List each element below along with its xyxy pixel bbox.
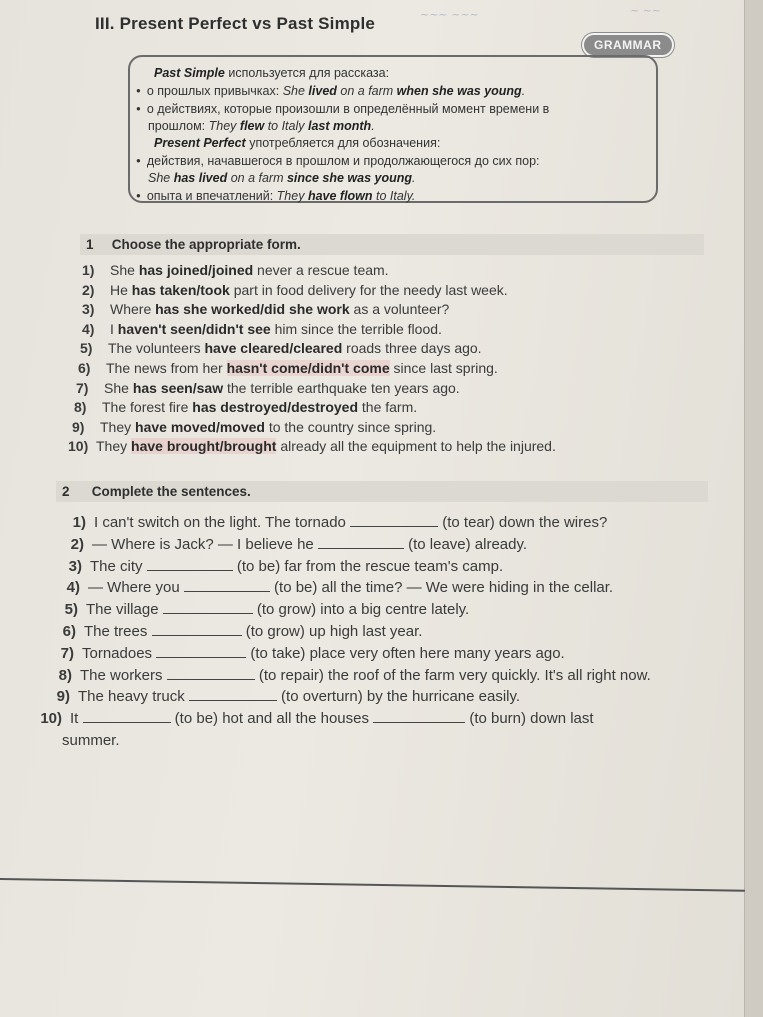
item-text: The volunteers bbox=[108, 340, 205, 357]
item-text: The trees bbox=[84, 622, 152, 640]
item-text: Tornadoes bbox=[82, 644, 157, 662]
rule-line: She has lived on a farm since she was young. bbox=[148, 171, 416, 185]
answer-blank[interactable] bbox=[167, 665, 255, 680]
answer-options: haven't seen/didn't see bbox=[117, 320, 271, 337]
item-continuation: summer. bbox=[62, 731, 120, 749]
item-text: The workers bbox=[80, 666, 167, 684]
answer-options: has joined/joined bbox=[138, 262, 254, 278]
item-text: (to leave) already. bbox=[403, 535, 528, 553]
item-text: the farm. bbox=[358, 399, 418, 416]
item-number: 8) bbox=[74, 399, 87, 416]
item-text: (to grow) into a big centre lately. bbox=[252, 601, 470, 619]
item-text: I can't switch on the light. The tornado bbox=[94, 514, 351, 531]
answer-blank[interactable] bbox=[350, 512, 438, 527]
item-number: 8) bbox=[58, 666, 72, 684]
answer-options: has destroyed/destroyed bbox=[192, 399, 358, 416]
list-item bbox=[52, 512, 728, 534]
answer-blank[interactable] bbox=[163, 599, 253, 614]
answer-options: hasn't come/didn't come bbox=[226, 359, 390, 376]
answer-blank[interactable] bbox=[184, 577, 270, 592]
item-number: 5) bbox=[80, 340, 93, 357]
list-item bbox=[42, 621, 728, 643]
list-item bbox=[28, 708, 728, 730]
item-text: to the country since spring. bbox=[264, 418, 437, 435]
list-item bbox=[38, 665, 728, 687]
answer-options: has she worked/did she work bbox=[155, 301, 350, 318]
item-number: 2) bbox=[70, 535, 84, 553]
item-text: him since the terrible flood. bbox=[270, 320, 442, 337]
item-text: They bbox=[96, 438, 132, 455]
exercise-title: Choose the appropriate form. bbox=[111, 237, 301, 252]
item-number: 1) bbox=[72, 514, 86, 531]
list-item bbox=[74, 398, 702, 418]
answer-options: have brought/brought bbox=[131, 438, 277, 455]
item-text: (to be) all the time? — We were hiding in the cellar. bbox=[269, 579, 614, 597]
answer-options: has seen/saw bbox=[132, 379, 224, 396]
item-text: She bbox=[110, 262, 139, 278]
item-number: 7) bbox=[76, 379, 89, 396]
rule-line: Past Simple используется для рассказа: bbox=[154, 66, 390, 80]
grammar-badge: GRAMMAR bbox=[582, 33, 674, 57]
answer-blank[interactable] bbox=[147, 556, 233, 571]
item-text: (to take) place very often here many years ago. bbox=[246, 644, 565, 662]
list-item bbox=[72, 418, 702, 438]
item-text: since last spring. bbox=[389, 359, 498, 376]
rule-line: прошлом: They flew to Italy last month. bbox=[148, 119, 375, 133]
item-number: 4) bbox=[82, 320, 95, 337]
list-item bbox=[44, 599, 728, 621]
item-text: (to overturn) by the hurricane easily. bbox=[276, 688, 521, 706]
list-item bbox=[78, 359, 702, 379]
answer-blank[interactable] bbox=[156, 643, 246, 658]
item-number: 6) bbox=[62, 622, 76, 640]
item-text: The village bbox=[86, 601, 163, 619]
answer-blank[interactable] bbox=[83, 708, 171, 723]
list-item bbox=[82, 281, 702, 301]
exercise-2-heading bbox=[56, 481, 708, 502]
answer-options: has taken/took bbox=[131, 281, 230, 298]
item-text: (to burn) down last bbox=[465, 710, 594, 728]
item-text: the terrible earthquake ten years ago. bbox=[223, 379, 460, 396]
rule-line: ● действия, начавшегося в прошлом и продолжающегося до сих пор: bbox=[148, 152, 644, 170]
item-text: The city bbox=[90, 557, 147, 575]
answer-options: have moved/moved bbox=[135, 418, 265, 435]
item-text: (to repair) the roof of the farm very quickly. It's all right now. bbox=[254, 666, 651, 684]
item-text: The news from her bbox=[106, 359, 227, 376]
list-item bbox=[76, 379, 702, 399]
list-item bbox=[46, 577, 728, 599]
item-text: They bbox=[100, 418, 136, 435]
page-edge bbox=[744, 0, 763, 1017]
item-number: 4) bbox=[66, 579, 80, 597]
item-text: She bbox=[104, 379, 133, 396]
rule-line: ● о прошлых привычках: She lived on a farm when she was young. bbox=[148, 82, 644, 100]
grammar-rule-box bbox=[128, 55, 658, 203]
item-text: — Where you bbox=[88, 579, 184, 597]
answer-blank[interactable] bbox=[152, 621, 242, 636]
pencil-scribble: ~ ~~ bbox=[630, 4, 662, 17]
list-item bbox=[36, 686, 728, 708]
answer-blank[interactable] bbox=[373, 708, 465, 723]
page-title: III. Present Perfect vs Past Simple bbox=[95, 14, 376, 33]
list-item bbox=[50, 534, 728, 556]
exercise-1-heading bbox=[80, 234, 704, 255]
exercise-title: Complete the sentences. bbox=[91, 484, 251, 499]
list-item bbox=[48, 556, 728, 578]
item-number: 10) bbox=[40, 710, 62, 728]
item-text: as a volunteer? bbox=[349, 301, 450, 318]
answer-options: have cleared/cleared bbox=[204, 340, 343, 357]
item-text: (to be) hot and all the houses bbox=[170, 710, 374, 728]
item-text: I bbox=[110, 320, 118, 337]
item-number: 9) bbox=[56, 688, 70, 706]
item-text: (to be) far from the rescue team's camp. bbox=[232, 557, 504, 575]
item-text: part in food delivery for the needy last week. bbox=[229, 281, 508, 298]
item-number: 2) bbox=[82, 281, 95, 298]
item-text: — Where is Jack? — I believe he bbox=[92, 535, 318, 553]
answer-blank[interactable] bbox=[189, 686, 277, 701]
exercise-number: 1 bbox=[86, 237, 94, 252]
list-item bbox=[40, 643, 728, 665]
rule-line: ● опыта и впечатлений: They have flown to Italy. bbox=[148, 187, 644, 205]
item-number: 3) bbox=[68, 557, 82, 575]
item-text: The heavy truck bbox=[78, 688, 189, 706]
list-item bbox=[68, 437, 702, 457]
item-text: (to grow) up high last year. bbox=[241, 622, 423, 640]
answer-blank[interactable] bbox=[318, 534, 404, 549]
exercise-number: 2 bbox=[62, 484, 70, 499]
item-number: 1) bbox=[82, 262, 95, 278]
item-text: (to tear) down the wires? bbox=[438, 514, 608, 531]
item-number: 9) bbox=[72, 418, 85, 435]
rule-line: Present Perfect употребляется для обозначения: bbox=[154, 136, 441, 150]
exercise-2-list bbox=[28, 512, 728, 752]
rule-line: ● о действиях, которые произошли в определённый момент времени в bbox=[148, 100, 644, 118]
item-number: 5) bbox=[64, 601, 78, 619]
exercise-1-list bbox=[68, 261, 702, 457]
list-item bbox=[82, 320, 702, 340]
item-number: 7) bbox=[60, 644, 74, 662]
list-item bbox=[80, 339, 702, 359]
item-text: It bbox=[70, 710, 83, 728]
item-text: already all the equipment to help the injured. bbox=[276, 438, 556, 455]
item-number: 10) bbox=[68, 438, 89, 455]
pencil-scribble: ~~~ ~~~ bbox=[420, 8, 479, 21]
item-number: 6) bbox=[78, 359, 91, 376]
item-text: He bbox=[110, 281, 132, 298]
list-item bbox=[82, 300, 702, 320]
item-text: Where bbox=[110, 301, 156, 318]
list-item bbox=[82, 261, 702, 281]
item-text: never a rescue team. bbox=[253, 262, 389, 278]
item-text: roads three days ago. bbox=[342, 340, 482, 357]
item-number: 3) bbox=[82, 301, 95, 318]
item-text: The forest fire bbox=[102, 399, 193, 416]
